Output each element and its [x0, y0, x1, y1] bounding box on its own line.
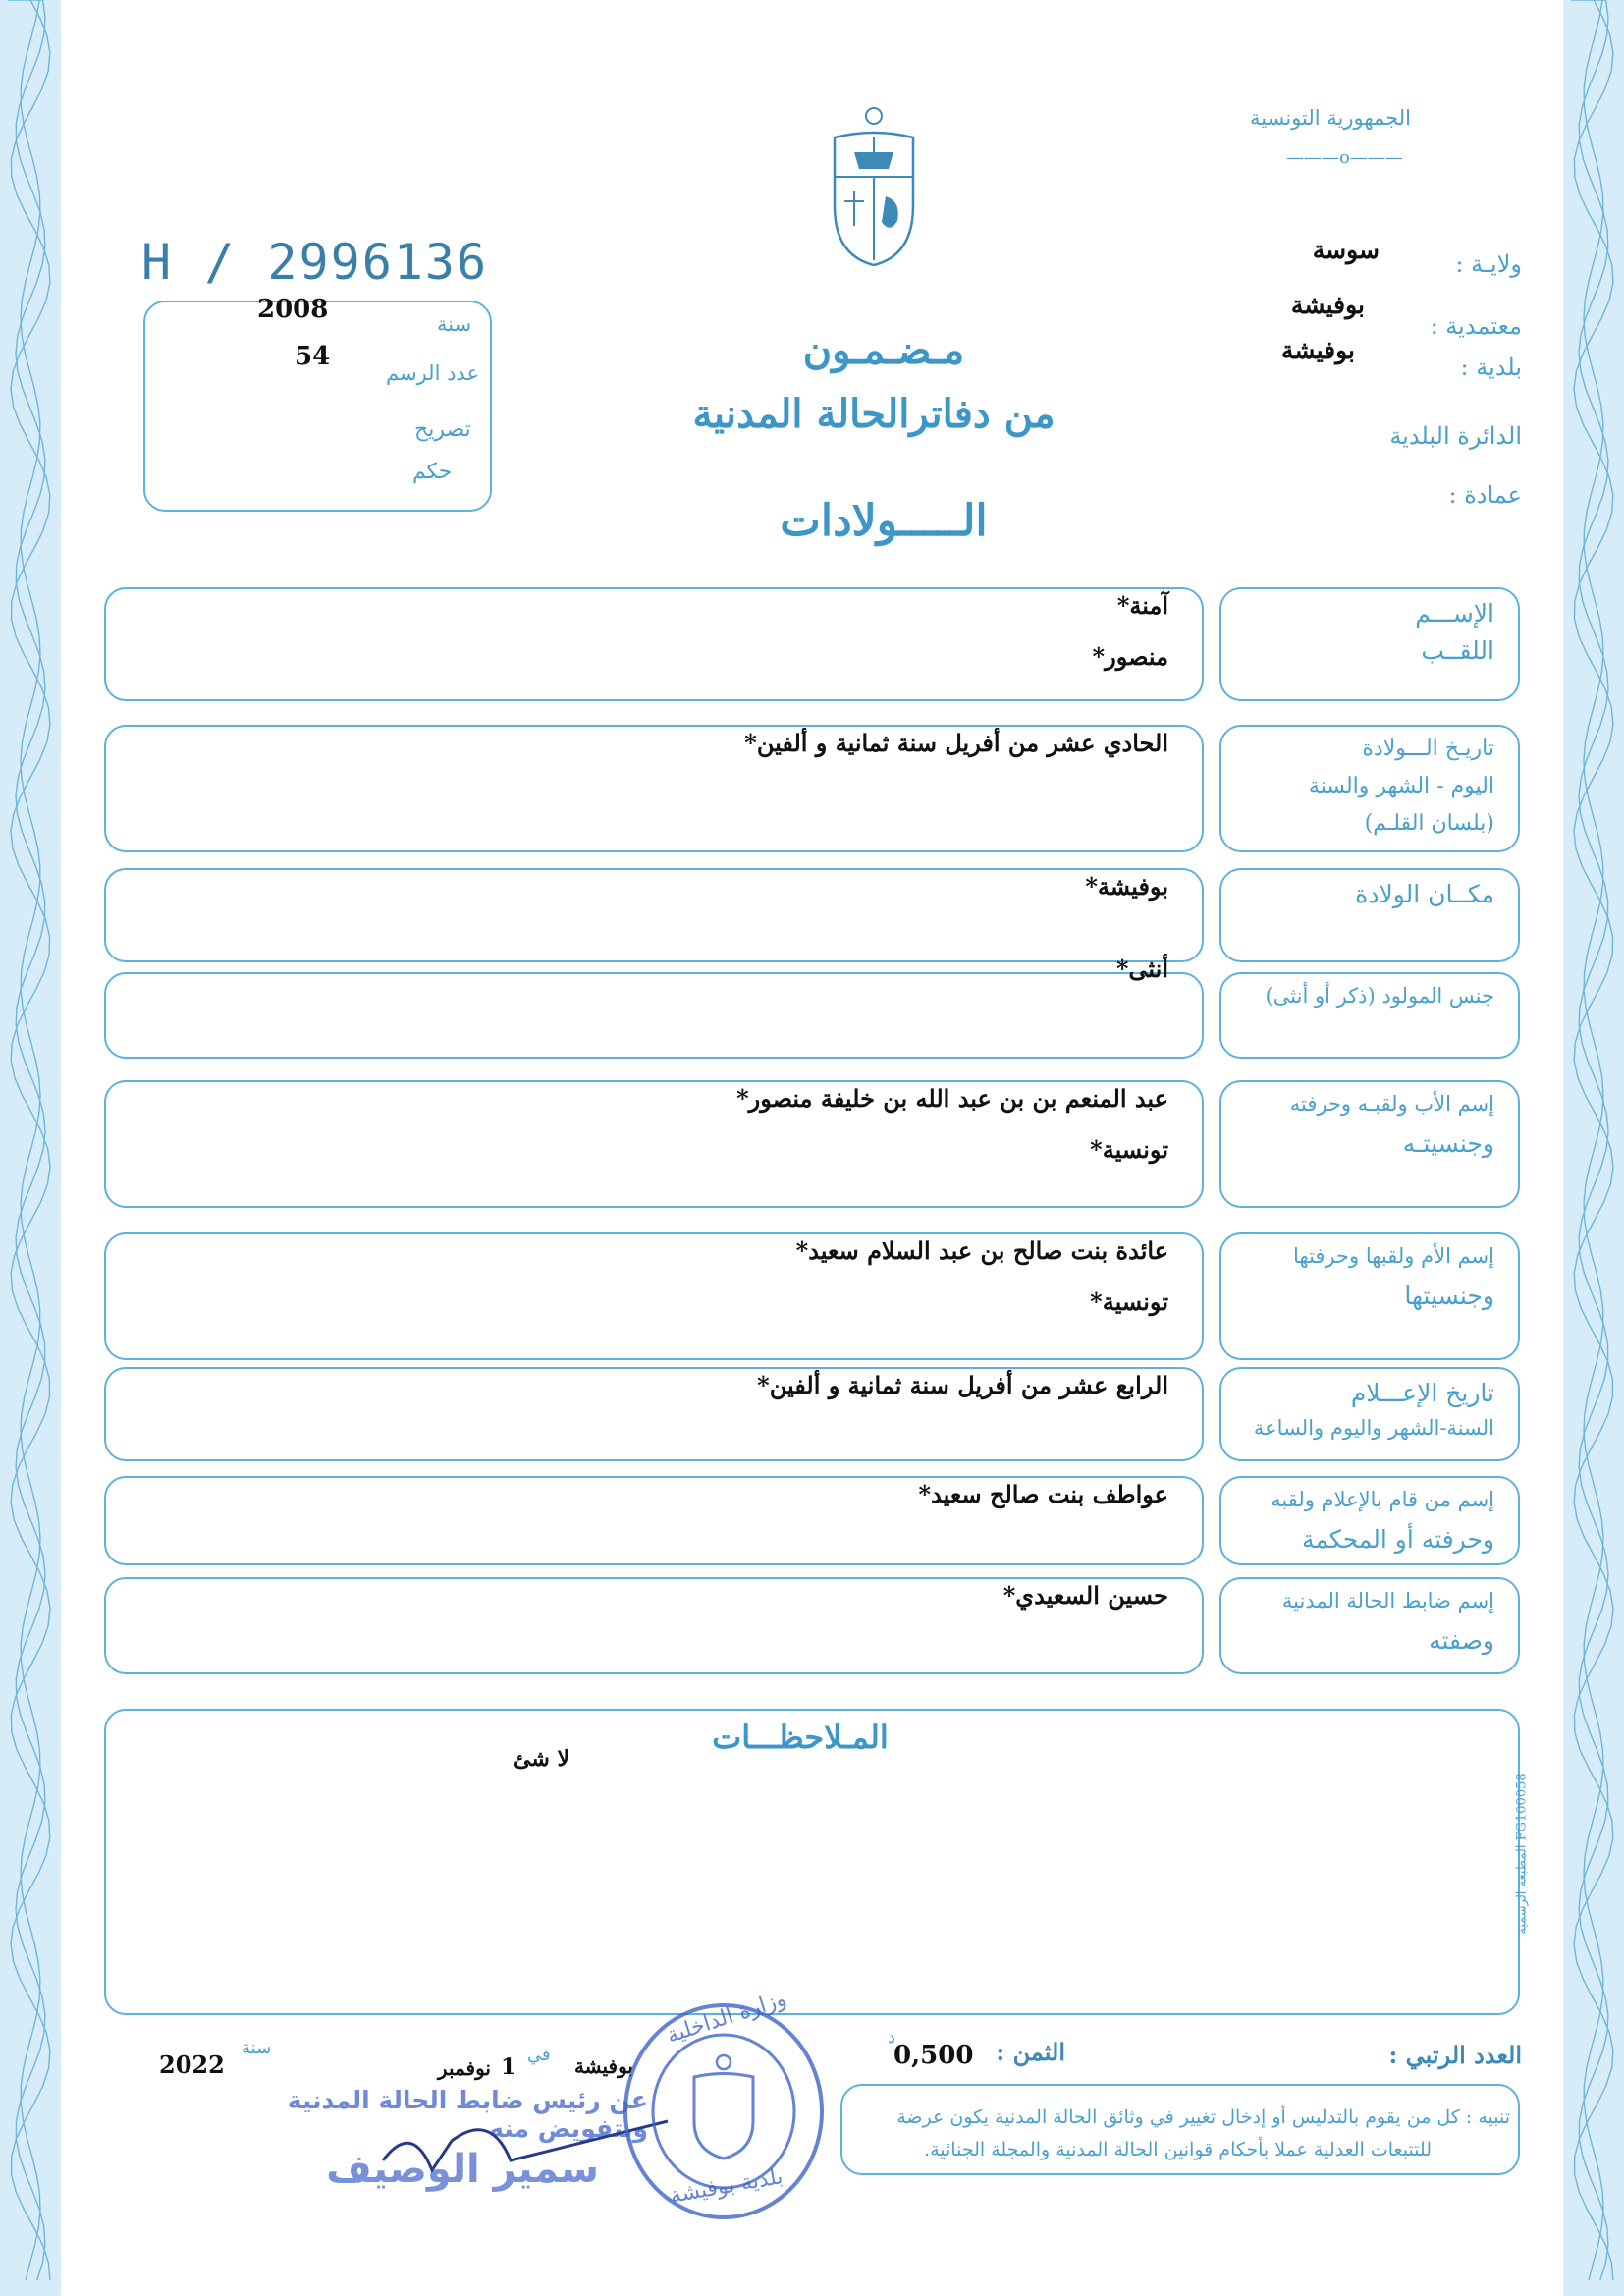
- price-value: 0,500: [893, 2041, 974, 2070]
- delegation-stamp-line: عن رئيس ضابط الحالة المدنية وبتفويض منه: [287, 2086, 648, 2143]
- serial-order-label: العدد الرتبي :: [1388, 2041, 1522, 2069]
- signatory-name: سمير الوصيف: [326, 2147, 599, 2192]
- daira-label: الدائرة البلدية: [1389, 422, 1522, 450]
- field-label: السنة-الشهر واليوم والساعة: [1253, 1416, 1494, 1440]
- stamp-bottom-text: بلدية بوفيشة: [668, 2164, 785, 2209]
- field-value: عائدة بنت صالح بن عبد السلام سعيد*: [795, 1236, 1168, 1265]
- price-unit: د: [888, 2027, 896, 2048]
- warning-line1: تنبيه : كل من يقوم بالتدليس أو إدخال تغيير في وثائق الحالة المدنية يكون عرضة: [896, 2106, 1510, 2128]
- imada-label: عمادة :: [1448, 481, 1522, 509]
- field-label: تاريـخ الـــولادة: [1362, 737, 1494, 761]
- field-label: مكــان الولادة: [1355, 880, 1494, 908]
- field-value: تونسية*: [1090, 1287, 1168, 1316]
- issue-place: بوفيشة: [573, 2054, 633, 2078]
- republic-label: الجمهورية التونسية: [1250, 106, 1411, 130]
- field-label: وجنسيتها: [1404, 1282, 1494, 1310]
- serial-number: H / 2996136: [141, 234, 489, 291]
- declaration-label: تصريح: [414, 417, 471, 442]
- left-guilloche-border: [0, 0, 61, 2296]
- field-label: الإســـم: [1415, 599, 1494, 628]
- number-value: 54: [295, 342, 331, 371]
- baladia-label: بلدية :: [1460, 354, 1522, 381]
- field-value: الحادي عشر من أفريل سنة ثمانية و ألفين*: [744, 729, 1168, 757]
- baladia-value: بوفيشة: [1280, 336, 1355, 364]
- field-label: إسم ضابط الحالة المدنية: [1281, 1589, 1494, 1613]
- price-label: الثمن :: [996, 2038, 1065, 2066]
- field-value: عبد المنعم بن بن عبد الله بن خليفة منصور*: [736, 1084, 1168, 1113]
- issue-year-label: سنة: [242, 2038, 272, 2058]
- motamadia-label: معتمدية :: [1430, 312, 1522, 340]
- field-label: إسم الأم ولقبها وحرفتها: [1293, 1244, 1494, 1268]
- issue-month: نوفمبر: [437, 2056, 491, 2080]
- issue-in-label: في: [527, 2045, 551, 2065]
- field-label: تاريخ الإعـــلام: [1350, 1379, 1494, 1407]
- field-label: إسم من قام بالإعلام ولقبه: [1271, 1488, 1494, 1511]
- field-label: وجنسيتـه: [1402, 1129, 1494, 1158]
- warning-box: [840, 2084, 1520, 2175]
- field-value: تونسية*: [1090, 1135, 1168, 1164]
- printer-side-mark: المطبعة الرسمية FG100058: [1514, 1773, 1530, 1935]
- field-label: وحرفته أو المحكمة: [1302, 1524, 1494, 1554]
- field-label: جنس المولود (ذكر أو أنثى): [1265, 984, 1494, 1008]
- wilaya-value: سوسة: [1312, 236, 1380, 264]
- republic-divider: ———o———: [1286, 147, 1403, 168]
- field-value: الرابع عشر من أفريل سنة ثمانية و ألفين*: [757, 1371, 1168, 1399]
- stamp-top-text: وزارة الداخلية: [664, 1987, 789, 2049]
- year-value: 2008: [257, 295, 329, 324]
- title-line2: من دفاترالحالة المدنية: [692, 391, 1056, 437]
- title-line3: الـــــولادات: [780, 496, 988, 546]
- field-label: اللقــب: [1421, 636, 1494, 665]
- field-label: إسم الأب ولقبـه وحرفته: [1289, 1092, 1494, 1116]
- field-label: اليوم - الشهر والسنة: [1308, 774, 1494, 798]
- number-label: عدد الرسم: [386, 361, 479, 385]
- year-label: سنة: [437, 312, 472, 336]
- field-value: حسين السعيدي*: [1002, 1581, 1168, 1610]
- judgment-label: حكم: [412, 460, 453, 484]
- field-value: بوفيشة*: [1085, 872, 1168, 901]
- right-guilloche-border: [1563, 0, 1624, 2296]
- field-label: (بلسان القلـم): [1364, 811, 1494, 836]
- notes-value: لا شئ: [514, 1746, 569, 1772]
- wilaya-label: ولايـة :: [1455, 250, 1522, 278]
- warning-line2: للتتبعات العدلية عملا بأحكام قوانين الحالة المدنية والمجلة الجنائية.: [924, 2139, 1432, 2160]
- issue-year: 2022: [159, 2050, 225, 2079]
- title-line1: مـضـمـون: [802, 327, 965, 373]
- issue-day: 1: [501, 2054, 516, 2080]
- notes-title: المـلاحظـــات: [712, 1719, 889, 1756]
- field-value: أنثى*: [1115, 955, 1168, 983]
- motamadia-value: بوفيشة: [1290, 291, 1365, 319]
- field-label: وصفته: [1429, 1626, 1494, 1655]
- tunisia-coat-of-arms-icon: [815, 98, 933, 275]
- field-value: آمنة*: [1116, 591, 1168, 620]
- field-value: عواطف بنت صالح سعيد*: [918, 1480, 1168, 1508]
- field-value: منصور*: [1092, 642, 1168, 671]
- field-value-box: [104, 972, 1204, 1059]
